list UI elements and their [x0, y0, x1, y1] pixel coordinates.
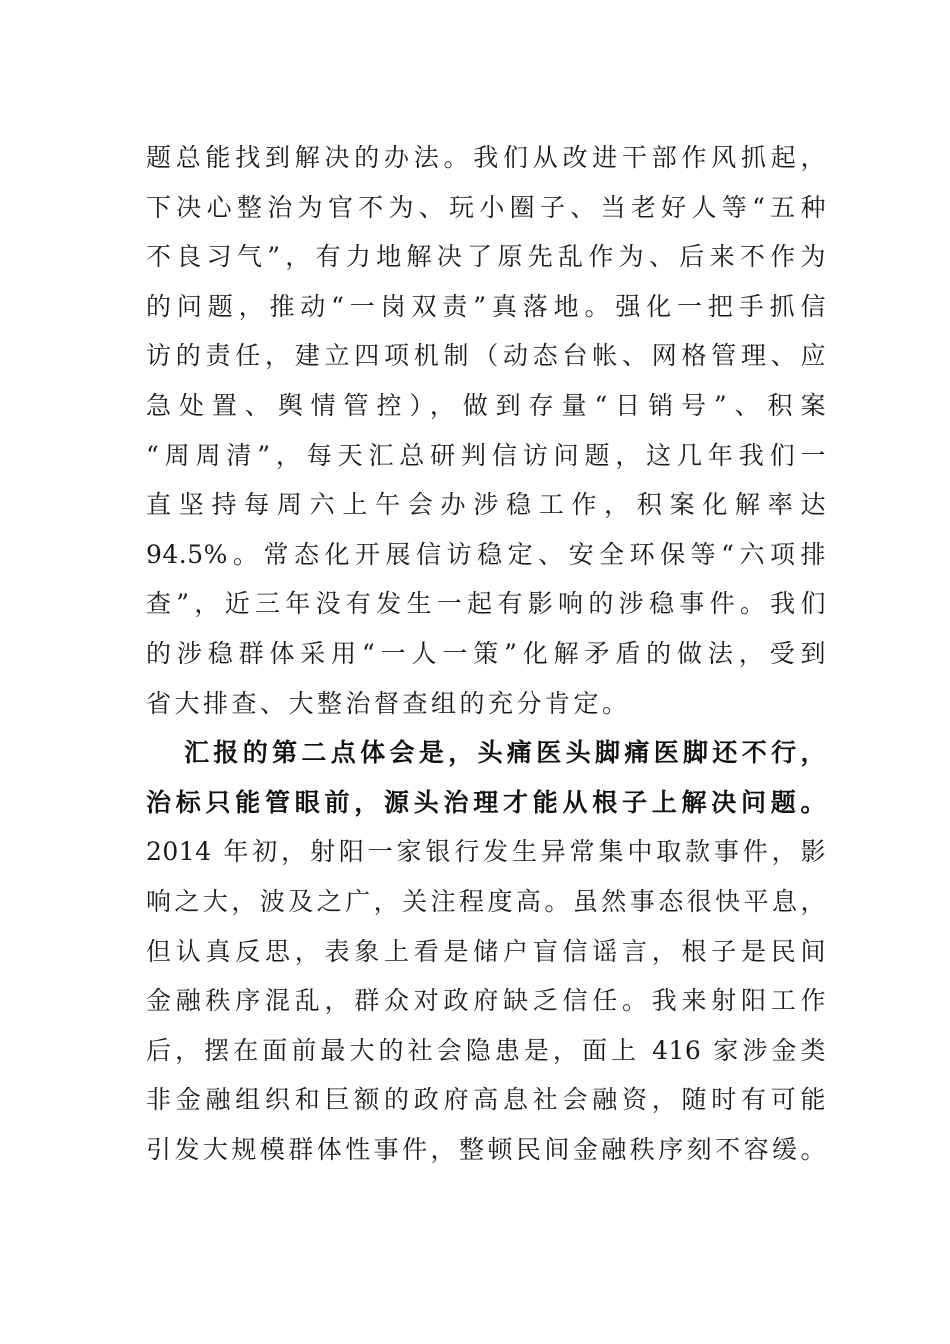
text-line: 94.5%。常态化开展信访稳定、安全环保等“六项排 — [146, 539, 826, 569]
text-line: 急处置、舆情管控），做到存量“日销号”、积案 — [146, 390, 826, 420]
text-line: 访的责任，建立四项机制（动态台帐、网格管理、应 — [146, 341, 826, 371]
paragraph-2 — [146, 728, 826, 1174]
text-line: 下决心整治为官不为、玩小圈子、当老好人等“五种 — [146, 192, 826, 222]
text-line: 非金融组织和巨额的政府高息社会融资，随时有可能 — [146, 1085, 826, 1115]
text-line: 的问题，推动“一岗双责”真落地。强化一把手抓信 — [146, 291, 826, 321]
bold-heading-line: 治标只能管眼前，源头治理才能从根子上解决问题。 — [146, 787, 826, 817]
text-line: 查”，近三年没有发生一起有影响的涉稳事件。我们 — [146, 589, 826, 619]
text-line: 但认真反思，表象上看是储户盲信谣言，根子是民间 — [146, 936, 826, 966]
text-line: “周周清”，每天汇总研判信访问题，这几年我们一 — [146, 440, 826, 470]
text-line: 不良习气”，有力地解决了原先乱作为、后来不作为 — [146, 242, 826, 272]
paragraph-1 — [146, 133, 826, 728]
text-line: 题总能找到解决的办法。我们从改进干部作风抓起， — [146, 143, 826, 172]
bold-heading-line: 汇报的第二点体会是，头痛医头脚痛医脚还不行， — [184, 738, 826, 768]
document-body — [146, 133, 826, 1174]
text-line: 响之大，波及之广，关注程度高。虽然事态很快平息， — [146, 886, 826, 916]
text-line: 2014 年初，射阳一家银行发生异常集中取款事件，影 — [146, 837, 826, 867]
text-line: 引发大规模群体性事件，整顿民间金融秩序刻不容缓。 — [146, 1134, 826, 1164]
text-line: 后，摆在面前最大的社会隐患是，面上 416 家涉金类 — [146, 1035, 826, 1065]
text-line: 金融秩序混乱，群众对政府缺乏信任。我来射阳工作 — [146, 986, 826, 1016]
text-line: 的涉稳群体采用“一人一策”化解矛盾的做法，受到 — [146, 638, 826, 668]
text-line: 省大排查、大整治督查组的充分肯定。 — [146, 688, 631, 718]
text-line: 直坚持每周六上午会办涉稳工作，积案化解率达 — [146, 490, 826, 520]
